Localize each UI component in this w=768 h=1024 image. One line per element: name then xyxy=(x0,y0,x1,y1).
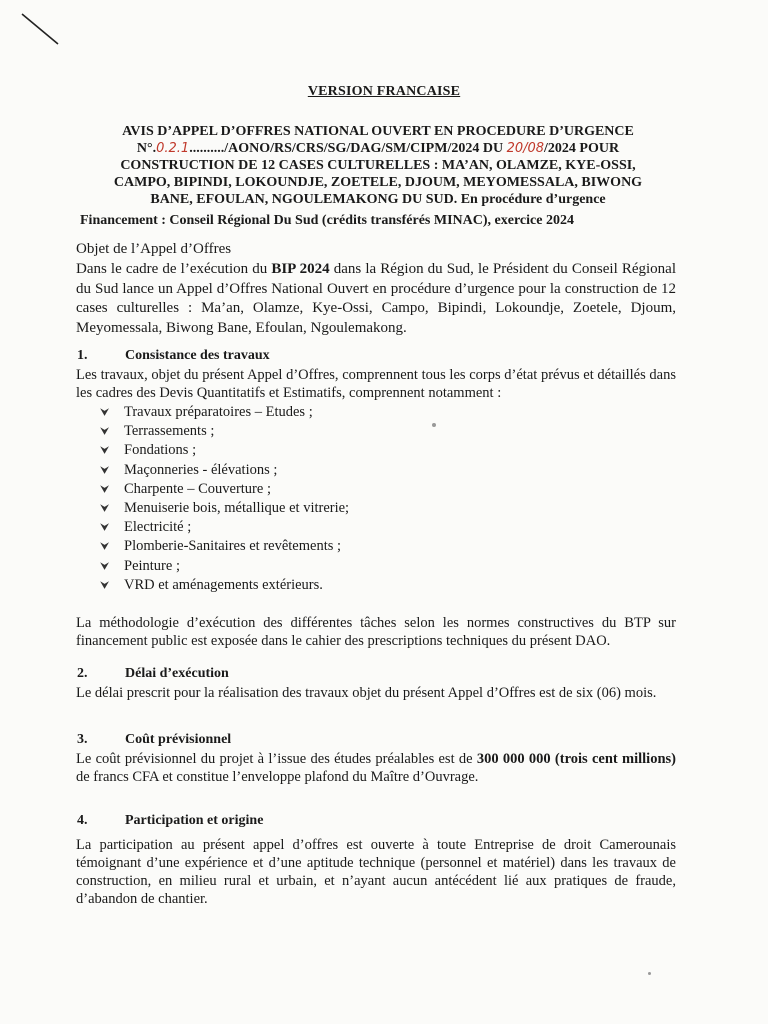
list-item: ⮟ Fondations ; xyxy=(100,441,349,460)
list-item: ⮟ VRD et aménagements extérieurs. xyxy=(100,576,349,595)
list-item: ⮟ Maçonneries - élévations ; xyxy=(100,461,349,480)
list-item: ⮟ Travaux préparatoires – Etudes ; xyxy=(100,403,349,422)
avis-line-5: BANE, EFOULAN, NGOULEMAKONG DU SUD. En procédure d’urgence xyxy=(150,192,606,207)
arrow-bullet-icon: ⮟ xyxy=(100,541,110,554)
arrow-bullet-icon: ⮟ xyxy=(100,502,110,515)
list-item: ⮟ Charpente – Couverture ; xyxy=(100,480,349,499)
scan-speck xyxy=(432,423,436,427)
arrow-bullet-icon: ⮟ xyxy=(100,464,110,477)
arrow-bullet-icon: ⮟ xyxy=(100,445,110,458)
list-item: ⮟ Menuiserie bois, métallique et vitrerie; xyxy=(100,499,349,518)
section-4-text: La participation au présent appel d’offres est ouverte à toute Entreprise de droit Camerounais témoignant d’une expérience et d’une aptitude technique (personnel et matériel) dans les travaux de construction, en milieu rural et urbain, et n’ayant aucun antécédent lié aux pratiques de fraude, d’abandon de chantier. xyxy=(76,837,676,907)
section-2-text: Le délai prescrit pour la réalisation des travaux objet du présent Appel d’Offres est de six (06) mois. xyxy=(76,685,657,701)
list-item: ⮟ Electricité ; xyxy=(100,518,349,537)
arrow-bullet-icon: ⮟ xyxy=(100,522,110,535)
arrow-bullet-icon: ⮟ xyxy=(100,407,110,419)
list-item: ⮟ Terrassements ; xyxy=(100,422,349,441)
version-title: VERSION FRANCAISE xyxy=(307,84,461,99)
list-item: ⮟ Peinture ; xyxy=(100,557,349,576)
avis-line-4: CAMPO, BIPINDI, LOKOUNDJE, ZOETELE, DJOUM, MEYOMESSALA, BIWONG xyxy=(113,175,643,190)
avis-line-1: AVIS D’APPEL D’OFFRES NATIONAL OUVERT EN PROCEDURE D’URGENCE xyxy=(122,124,634,139)
arrow-bullet-icon: ⮟ xyxy=(100,426,110,439)
arrow-bullet-icon: ⮟ xyxy=(100,560,110,573)
financement-line: Financement : Conseil Régional Du Sud (crédits transférés MINAC), exercice 2024 xyxy=(80,213,574,228)
avis-heading xyxy=(80,123,676,208)
section-2-heading: 2. Délai d’exécution xyxy=(77,666,229,681)
section-4-heading: 4. Participation et origine xyxy=(77,813,264,828)
arrow-bullet-icon: ⮟ xyxy=(100,483,110,496)
travaux-list xyxy=(100,403,349,595)
scan-speck xyxy=(648,972,651,975)
handwritten-date: 20/08 xyxy=(506,141,545,156)
methodologie-paragraph: La méthodologie d’exécution des différentes tâches selon les normes constructives du BTP sur financement public est exposée dans le cahier des prescriptions techniques du présent DAO. xyxy=(76,615,676,649)
section-1-intro: Les travaux, objet du présent Appel d’Offres, comprennent tous les corps d’état prévus et détaillés dans les cadres des Devis Quantitatifs et Estimatifs, comprennent notamment : xyxy=(76,367,676,401)
objet-title: Objet de l’Appel d’Offres xyxy=(76,241,232,257)
avis-line-3: CONSTRUCTION DE 12 CASES CULTURELLES : MA’AN, OLAMZE, KYE-OSSI, xyxy=(120,158,636,173)
section-3-heading: 3. Coût prévisionnel xyxy=(77,732,232,747)
arrow-bullet-icon: ⮟ xyxy=(100,579,110,592)
scan-stroke-mark xyxy=(0,0,80,60)
section-1-heading: 1. Consistance des travaux xyxy=(77,348,270,363)
section-3-text: Le coût prévisionnel du projet à l’issue des études préalables est de 300 000 000 (trois cent millions) de francs CFA et constitue l’enveloppe plafond du Maître d’Ouvrage. xyxy=(76,751,676,785)
list-item: ⮟ Plomberie-Sanitaires et revêtements ; xyxy=(100,537,349,556)
objet-paragraph: Dans le cadre de l’exécution du BIP 2024 dans la Région du Sud, le Président du Conseil Régional du Sud lance un Appel d’Offres National Ouvert en procédure d’urgence pour la construction de 12 cases culturelles : Ma’an, Olamze, Kye-Ossi, Campo, Bipindi, Lokoundje, Zoetele, Djoum, Meyomessala, Biwong Bane, Efoulan, Ngoulemakong. xyxy=(76,261,676,336)
handwritten-number: 0.2.1 xyxy=(156,141,190,156)
avis-reference-line: N°.0.2.1........../AONO/RS/CRS/SG/DAG/SM/CIPM/2024 DU 20/08/2024 POUR xyxy=(136,141,620,156)
